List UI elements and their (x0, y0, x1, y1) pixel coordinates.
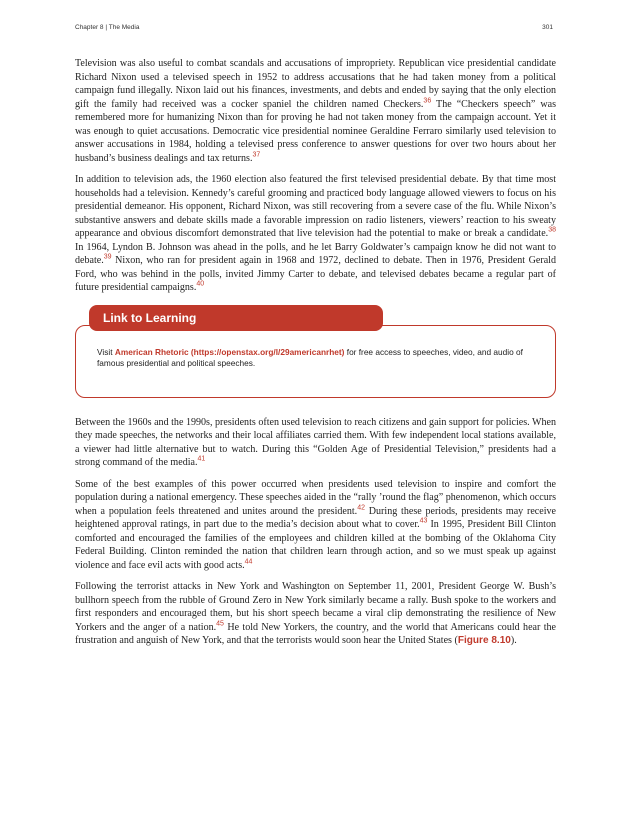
ltl-text-after: for free access to speeches, video, and audio of famous presidential and political speeches. (97, 346, 523, 368)
paragraph-text: He told New Yorkers, the country, and the world that Americans could hear the frustration and anguish of New York, and that the terrorists would soon hear the United States ( (75, 621, 556, 646)
paragraph-text: In 1964, Lyndon B. Johnson was ahead in the polls, and he let Barry Goldwater’s campaign know he did not want to debate. (75, 241, 556, 266)
paragraph-text: Some of the best examples of this power occurred when presidents used television to inspire and comfort the population during a national emergency. These speeches aided in the “rally ’round the flag” phenomenon, which occurs when a population feels threatened and unites around the president. (75, 478, 556, 517)
footnote-ref-45[interactable]: 45 (216, 620, 224, 628)
footnote-ref-43[interactable]: 43 (419, 517, 428, 525)
footnote-ref-41[interactable]: 41 (197, 455, 206, 463)
footnote-ref-44[interactable]: 44 (244, 558, 253, 566)
footnote-ref-36[interactable]: 36 (423, 97, 432, 105)
figure-8-10-link[interactable]: Figure 8.10 (457, 635, 511, 646)
page-number: 301 (542, 24, 553, 31)
paragraph-rally-round-the-flag (75, 478, 556, 573)
link-to-learning-text (97, 347, 526, 370)
paragraph-text: Television was also useful to combat scandals and accusations of impropriety. Republican vice presidential candidate Richard Nixon used a televised speech in 1952 to address accusations that he had taken money from a political campaign fund illegally. Nixon laid out his finances, investments, and debts and ended by saying that the only election gift the family had received was a cocker spaniel the children named Checkers. (75, 58, 556, 110)
page-content (75, 57, 556, 656)
footnote-ref-39[interactable]: 39 (103, 253, 112, 261)
link-to-learning-feature (75, 305, 556, 403)
running-header-chapter: Chapter 8 | The Media (75, 24, 140, 31)
paragraph-text: The “Checkers speech” was remembered more for humanizing Nixon than for proving he had not taken money from the campaign account. Yet it was enough to quiet accusations. Democratic vice presidential nominee Geraldine Ferraro similarly used television to answer accusations in 1984, holding a televised press conference to answer questions for over two hours about her husband’s business dealings and tax returns. (75, 98, 557, 164)
paragraph-text: Nixon, who ran for president again in 1968 and 1972, declined to debate. Then in 1976, President Gerald Ford, who was behind in the polls, invited Jimmy Carter to debate, and televised debates became a regular part of future presidential campaigns. (75, 255, 556, 293)
ltl-text-before: Visit (97, 346, 115, 357)
american-rhetoric-link[interactable]: American Rhetoric (https://openstax.org/l/29americanrhet) (114, 346, 345, 357)
paragraph-golden-age (75, 416, 556, 470)
paragraph-text: In 1995, President Bill Clinton comforted and encouraged the families of the employees and children killed at the bombing of the Oklahoma City Federal Building. Clinton reminded the nation that children learn through action, and so we must speak up against violence and face evil acts with good acts. (75, 519, 556, 571)
link-to-learning-title: Link to Learning (89, 305, 383, 331)
paragraph-text: ). (510, 635, 517, 646)
paragraph-text: Following the terrorist attacks in New York and Washington on September 11, 2001, President George W. Bush’s bullhorn speech from the rubble of Ground Zero in New York similarly became a rally. Bush spoke to the workers and first responders and encouraged them, but his short speech became a viral clip demonstrating the resilience of New Yorkers and the anger of a nation. (75, 581, 556, 633)
footnote-ref-40[interactable]: 40 (196, 280, 205, 288)
paragraph-text: During these periods, presidents may receive heightened approval ratings, in part due to the media’s decision about what to cover. (75, 505, 556, 530)
footnote-ref-38[interactable]: 38 (548, 226, 556, 234)
paragraph-text: In addition to television ads, the 1960 election also featured the first televised presidential debate. By that time most households had a television. Kennedy’s careful grooming and practiced body language allowed viewers to focus on his presidential demeanor. His opponent, Richard Nixon, was still recovering from a severe case of the flu. While Nixon’s substantive answers and debate skills made a favorable impression on radio listeners, viewers’ reaction to his sweaty appearance and obvious discomfort demonstrated that live television had the potential to make or break a candidate. (75, 174, 556, 239)
paragraph-september-11 (75, 580, 556, 648)
paragraph-text: Between the 1960s and the 1990s, presidents often used television to reach citizens and gain support for policies. When they made speeches, the networks and their local affiliates carried them. With few independent local stations available, a viewer had little alternative but to watch. During this “Golden Age of Presidential Television,” presidents had a strong command of the media. (75, 416, 556, 468)
footnote-ref-42[interactable]: 42 (357, 504, 365, 512)
paragraph-televised-debates (75, 173, 556, 295)
footnote-ref-37[interactable]: 37 (252, 151, 261, 159)
paragraph-checkers-speech (75, 57, 556, 165)
